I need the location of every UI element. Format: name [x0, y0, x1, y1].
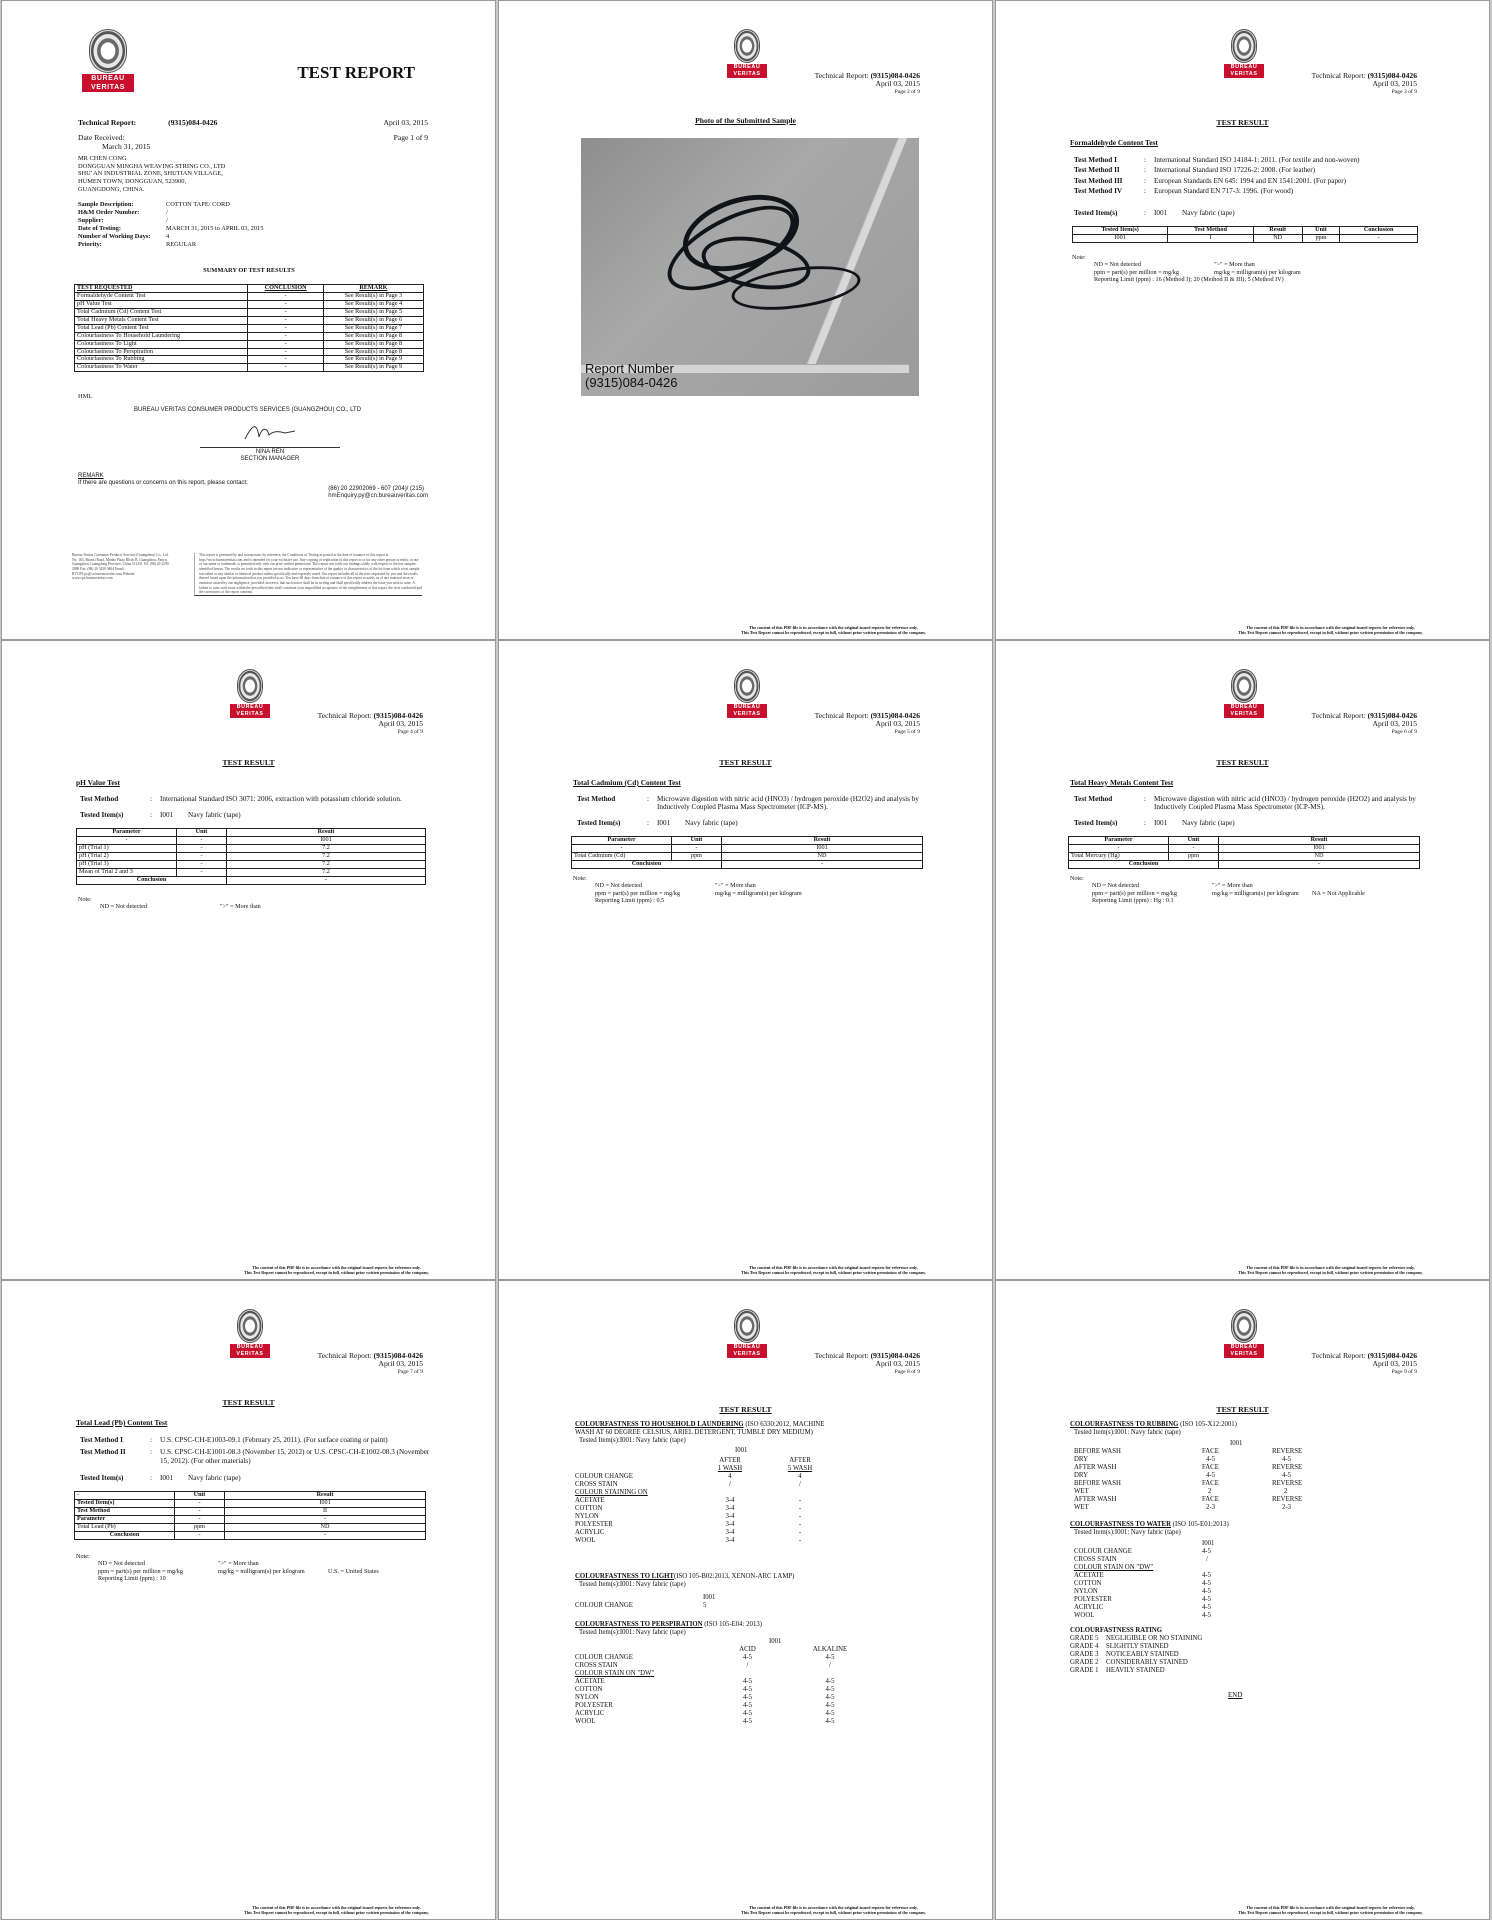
- date-received-value: March 31, 2015: [102, 141, 151, 151]
- page-footer: The content of this PDF file is in accordance with the original issued reports for reference only. This Test Report cannot be reproduced, except in full, without prior written permission of the company.: [741, 1904, 926, 1915]
- remark-text: If there are questions or concerns on this report, please contact:: [78, 480, 248, 487]
- notes: Note: ND = Not detected ">" = More than ppm = part(s) per million = mg/kg mg/kg = milligram(s) per kilogram NA = Not Applicable Reporting Limit (ppm) : Hg : 0.1: [1070, 875, 1365, 904]
- test-result-title: TEST RESULT: [1216, 758, 1269, 767]
- table-row: Formaldehyde Content Test - See Result(s) in Page 3: [75, 292, 424, 300]
- table-row: Colourfastness To Rubbing - See Result(s) in Page 9: [75, 356, 424, 364]
- formaldehyde-table: [1072, 226, 1418, 243]
- section-heading: Total Lead (Pb) Content Test: [76, 1418, 168, 1427]
- page-header: Technical Report: (9315)084-0426 April 03, 2015 Page 5 of 9: [814, 711, 920, 735]
- page-number: Page 1 of 9: [393, 132, 428, 142]
- page-6: [995, 640, 1490, 1280]
- footer-conditions: This report is governed by and incorporates by reference, the Conditions of Testing as posted at the date of issuance of this report at http://www.bureauveritas.com and is intended for your exclusive use. Any copying or replication of this report to or for any other person or entity, or use of our name or trademark, is permitted only with our prior written permission. This report sets forth our findings solely with respect to the test samples identified herein. The results set forth in this report are not indicative or representative of the quality or characteristics of the lot from which a test sample was taken or any similar or identical product unless specifically and expressly noted. Our report includes all of the tests requested by you and the results thereof based upon the information that you provided to us. You have 60 days from date of issuance of this report to notify us of any material error or omission caused by our negligence, provided, however, that such notice shall be in writing and shall specifically address the issue you wish to raise. A failure to raise such issue within the prescribed time shall constitute your unqualified acceptance of the completeness of this report, the tests conducted and the correctness of the report contents.: [194, 553, 422, 596]
- table-row: Colourfastness To Water - See Result(s) in Page 9: [75, 364, 424, 372]
- table-row: Total Cadmium (Cd) ppm ND: [572, 852, 923, 860]
- table-row: Conclusion -: [1069, 860, 1420, 868]
- customer-address: MR CHEN CONG DONGGUAN MINGHA WEAVING STRING CO., LTD SHU' AN INDUSTRIAL ZONE, SHUTIAN VILLAGE, HUMEN TOWN, DONGGUAN, 523900, GUANGDONG, CHINA.: [78, 155, 226, 193]
- page-header: Technical Report: (9315)084-0426 April 03, 2015 Page 4 of 9: [317, 711, 423, 735]
- seal-icon: [89, 29, 127, 73]
- cadmium-table: [571, 836, 923, 869]
- seal-icon: [1231, 1309, 1257, 1343]
- test-methods: Test Method I : U.S. CPSC-CH-E1003-09.1 (February 25, 2011). (For surface coating or paint) Test Method II : U.S. CPSC-CH-E1001-08.3 (November 15, 2012) or U.S. CPSC-CH-E1002-08.3 (November 15, 2012). (For other materials): [80, 1436, 430, 1465]
- photo-report-number: Report Number (9315)084-0426: [585, 361, 678, 390]
- sample-fields: Sample Description: COTTON TAPE/ CORD H&M Order Number: / Supplier: / Date of Testing: MARCH 31, 2015 to APRIL 03, 2015 Number of Working Days: 4 Priority: REGULAR: [78, 201, 264, 249]
- section-heading: COLOURFASTNESS TO RUBBING: [1070, 1421, 1179, 1428]
- page-footer: The content of this PDF file is in accordance with the original issued reports for reference only. This Test Report cannot be reproduced, except in full, without prior written permission of the company.: [1238, 1264, 1423, 1275]
- table-row: Test Method - II: [75, 1507, 426, 1515]
- table-row: Tested Item(s) Test Method Result Unit Conclusion: [1073, 227, 1418, 235]
- heavy-metals-table: [1068, 836, 1420, 869]
- seal-icon: [1231, 29, 1257, 63]
- table-row: I001 I ND ppm -: [1073, 234, 1418, 242]
- ph-table: [76, 828, 426, 885]
- bureau-veritas-logo: BUREAU VERITAS: [230, 669, 270, 718]
- page-1: [1, 0, 496, 640]
- footer-legal: [72, 553, 422, 596]
- table-row: Total Heavy Metals Content Test - See Result(s) in Page 6: [75, 316, 424, 324]
- section-heading: COLOURFASTNESS TO HOUSEHOLD LAUNDERING: [575, 1421, 744, 1428]
- table-row: Parameter Unit Result: [1069, 837, 1420, 845]
- section-heading: COLOURFASTNESS TO LIGHT: [575, 1573, 674, 1580]
- summary-title: SUMMARY OF TEST RESULTS: [203, 267, 295, 274]
- seal-icon: [734, 29, 760, 63]
- table-row: Parameter - -: [75, 1515, 426, 1523]
- company-name: BUREAU VERITAS CONSUMER PRODUCTS SERVICES (GUANGZHOU) CO., LTD: [134, 407, 362, 413]
- seal-icon: [1231, 669, 1257, 703]
- laundering-section: COLOURFASTNESS TO HOUSEHOLD LAUNDERING (ISO 6330:2012, MACHINE WASH AT 60 DEGREE CELSIUS, ARIEL DETERGENT, TUMBLE DRY MEDIUM) Tested Item(s):I001: Navy fabric (tape) I001 AFTER 1 WASH AFTER 5 WASH COLOUR CHANGE 4 4 CROSS STAIN / / COLOUR STAINING ON ACETATE 3-4 - COTTON 3-4 - NYLON 3-4 - POLYESTER 3-4 - ACRYLIC 3-4 - WOOL 3-4 -: [575, 1421, 825, 1545]
- seal-icon: [237, 1309, 263, 1343]
- remark-label: REMARK: [78, 473, 104, 479]
- tech-report-value: (9315)084-0426: [168, 118, 218, 127]
- perspiration-section: COLOURFASTNESS TO PERSPIRATION (ISO 105-E04: 2013) Tested Item(s):I001: Navy fabric (tape) I001 ACID ALKALINE COLOUR CHANGE 4-5 4-5 CROSS STAIN / / COLOUR STAIN ON "DW" ACETATE 4-5 4-5 COTTON 4-5 4-5 NYLON 4-5 4-5 POLYESTER 4-5 4-5 ACRYLIC 4-5 4-5 WOOL 4-5 4-5: [575, 1621, 848, 1726]
- notes: Note: ND = Not detected ">" = More than ppm = part(s) per million = mg/kg mg/kg = milligram(s) per kilogram Reporting Limit (ppm) : 0.5: [573, 875, 802, 904]
- table-row: pH Value Test - See Result(s) in Page 4: [75, 300, 424, 308]
- page-9: [995, 1280, 1490, 1920]
- bureau-veritas-logo: BUREAU VERITAS: [82, 29, 134, 92]
- page-header: Technical Report: (9315)084-0426 April 03, 2015 Page 8 of 9: [814, 1351, 920, 1375]
- date-received-label: Date Received:: [78, 132, 125, 142]
- table-row: Tested Item(s) - I001: [75, 1499, 426, 1507]
- table-row: Colourfastness To Perspiration - See Result(s) in Page 8: [75, 348, 424, 356]
- page-header: Technical Report: (9315)084-0426 April 03, 2015 Page 9 of 9: [1311, 1351, 1417, 1375]
- section-heading: Total Heavy Metals Content Test: [1070, 778, 1174, 787]
- table-row: Parameter Unit Result: [572, 837, 923, 845]
- tested-item: Tested Item(s) : I001 Navy fabric (tape): [80, 811, 241, 819]
- tech-report-label: Technical Report:: [78, 118, 137, 127]
- table-row: Total Cadmium (Cd) Content Test - See Result(s) in Page 5: [75, 308, 424, 316]
- contact-phone: (86) 20 22902069 - 607 (204)/ (215): [328, 486, 425, 493]
- contact-email[interactable]: hmEnquiry.py@cn.bureauveritas.com: [328, 493, 428, 500]
- section-heading: pH Value Test: [76, 778, 120, 787]
- summary-table: [74, 284, 424, 372]
- page-footer: The content of this PDF file is in accordance with the original issued reports for reference only. This Test Report cannot be reproduced, except in full, without prior written permission of the company.: [1238, 1904, 1423, 1915]
- remark-section: [78, 473, 428, 500]
- test-result-title: TEST RESULT: [1216, 118, 1269, 127]
- water-section: COLOURFASTNESS TO WATER (ISO 105-E01:2013) Tested Item(s):I001: Navy fabric (tape) I001 COLOUR CHANGE 4-5 CROSS STAIN / COLOUR STAIN ON "DW" ACETATE 4-5 COTTON 4-5 NYLON 4-5 POLYESTER 4-5 ACRYLIC 4-5 WOOL 4-5: [1070, 1521, 1229, 1620]
- section-heading: Total Cadmium (Cd) Content Test: [573, 778, 681, 787]
- notes: Note: ND = Not detected ">" = More than ppm = part(s) per million = mg/kg mg/kg = milligram(s) per kilogram U.S. = United States Reporting Limit (ppm) : 10: [76, 1553, 379, 1582]
- bureau-veritas-logo: BUREAU VERITAS: [727, 29, 767, 78]
- page-header: Technical Report: (9315)084-0426 April 03, 2015 Page 7 of 9: [317, 1351, 423, 1375]
- table-row: Mean of Trial 2 and 3 - 7.2: [77, 868, 426, 876]
- test-result-title: TEST RESULT: [1216, 1405, 1269, 1414]
- table-row: Conclusion - -: [75, 1531, 426, 1539]
- page-7: [1, 1280, 496, 1920]
- page-3: [995, 0, 1490, 640]
- page-footer: The content of this PDF file is in accordance with the original issued reports for reference only. This Test Report cannot be reproduced, except in full, without prior written permission of the company.: [1238, 624, 1423, 635]
- bureau-veritas-logo: BUREAU VERITAS: [727, 669, 767, 718]
- hml-label: HML: [78, 393, 93, 400]
- photo-title: Photo of the Submitted Sample: [695, 116, 796, 125]
- table-row: Conclusion -: [572, 860, 923, 868]
- light-section: COLOURFASTNESS TO LIGHT(ISO 105-B02:2013, XENON-ARC LAMP) Tested Item(s):I001: Navy fabric (tape) I001 COLOUR CHANGE 5: [575, 1573, 795, 1610]
- table-row: Colourfastness To Light - See Result(s) in Page 8: [75, 340, 424, 348]
- page-5: [498, 640, 993, 1280]
- sample-photo: [581, 138, 919, 396]
- table-row: pH (Trial 2) - 7.2: [77, 852, 426, 860]
- signer-title: SECTION MANAGER: [240, 456, 300, 463]
- table-row: Conclusion -: [77, 876, 426, 884]
- table-row: Parameter Unit Result: [77, 829, 426, 837]
- section-heading: Formaldehyde Content Test: [1070, 138, 1158, 147]
- test-result-title: TEST RESULT: [719, 758, 772, 767]
- page-footer: The content of this PDF file is in accordance with the original issued reports for reference only. This Test Report cannot be reproduced, except in full, without prior written permission of the company.: [741, 1264, 926, 1275]
- footer-address: Bureau Veritas Consumer Products Services (Guangzhou) Co., Ltd. No. 163, Shunxi Road, Mudao Plaza Block B, Guangzhou, Panyu, Guangzhou, Guangdong Province, China 511431 Tel: (86) 20 2290 2088 Fax: (86) 20 3450 9404 Email: BVCPS.py@cn.bureauveritas.com Website: www.cps.bureauveritas.com: [72, 553, 169, 581]
- bureau-veritas-logo: BUREAU VERITAS: [727, 1309, 767, 1358]
- tested-item: Tested Item(s) : I001 Navy fabric (tape): [1074, 209, 1235, 217]
- test-method: Test Method : International Standard ISO 3071: 2006, extraction with potassium chloride solution.: [80, 795, 402, 803]
- test-method: Test Method : Microwave digestion with nitric acid (HNO3) / hydrogen peroxide (H2O2) and analysis by Inductively Coupled Plasma Mass Spectrometer (ICP-MS).: [1074, 795, 1416, 812]
- notes: Note: ND = Not detected ">" = More than: [78, 896, 261, 911]
- tested-item: Tested Item(s) : I001 Navy fabric (tape): [80, 1474, 241, 1482]
- section-heading: COLOURFASTNESS RATING: [1070, 1627, 1163, 1634]
- lead-table: [74, 1491, 426, 1540]
- table-row: Total Mercury (Hg) ppm ND: [1069, 852, 1420, 860]
- test-result-title: TEST RESULT: [222, 1398, 275, 1407]
- seal-icon: [734, 669, 760, 703]
- table-row: pH (Trial 1) - 7.2: [77, 844, 426, 852]
- report-meta: [78, 119, 428, 152]
- page-header: Technical Report: (9315)084-0426 April 03, 2015 Page 6 of 9: [1311, 711, 1417, 735]
- test-result-title: TEST RESULT: [222, 758, 275, 767]
- table-row: - - I001: [572, 844, 923, 852]
- page-footer: The content of this PDF file is in accordance with the original issued reports for reference only. This Test Report cannot be reproduced, except in full, without prior written permission of the company.: [741, 624, 926, 635]
- test-methods: Test Method I : International Standard ISO 14184-1: 2011. (For textile and non-woven) Test Method II : International Standard ISO 17226-2: 2008. (For leather) Test Method III : European Standards EN 645: 1994 and EN 1541:2001. (For paper) Test Method IV : European Standard EN 717-3: 1996. (For wood): [1074, 156, 1360, 196]
- page-2: [498, 0, 993, 640]
- table-row: pH (Trial 3) - 7.2: [77, 860, 426, 868]
- page-header: Technical Report: (9315)084-0426 April 03, 2015 Page 2 of 9: [814, 71, 920, 95]
- signer-name: NINA REN: [200, 447, 340, 456]
- bureau-veritas-logo: BUREAU VERITAS: [230, 1309, 270, 1358]
- signature-icon: [235, 419, 305, 445]
- rubbing-section: COLOURFASTNESS TO RUBBING (ISO 105-X12:2001) Tested Item(s):I001: Navy fabric (tape) I001 BEFORE WASH FACE REVERSE DRY 4-5 4-5 AFTER WASH FACE REVERSE DRY 4-5 4-5 BEFORE WASH FACE REVERSE WET 2 2 AFTER WASH FACE REVERSE WET 2-3 2-3: [1070, 1421, 1303, 1512]
- test-method: Test Method : Microwave digestion with nitric acid (HNO3) / hydrogen peroxide (H2O2) and analysis by Inductively Coupled Plasma Mass Spectrometer (ICP-MS).: [577, 795, 919, 812]
- page-header: Technical Report: (9315)084-0426 April 03, 2015 Page 3 of 9: [1311, 71, 1417, 95]
- table-row: TEST REQUESTED CONCLUSION REMARK: [75, 285, 424, 293]
- report-date: April 03, 2015: [383, 118, 428, 127]
- end-marker: END: [1228, 1691, 1243, 1699]
- ruler-icon: [804, 138, 907, 370]
- notes: Note: ND = Not detected ">" = More than ppm = part(s) per million = mg/kg mg/kg = milligram(s) per kilogram Reporting Limit (ppm) : 16 (Method I); 20 (Method II & III); 5 (Method IV): [1072, 254, 1301, 283]
- test-result-title: TEST RESULT: [719, 1405, 772, 1414]
- page-4: [1, 640, 496, 1280]
- signature-block: [200, 419, 340, 463]
- table-row: - Unit Result: [75, 1492, 426, 1500]
- page-footer: The content of this PDF file is in accordance with the original issued reports for reference only. This Test Report cannot be reproduced, except in full, without prior written permission of the company.: [244, 1904, 429, 1915]
- tested-item: Tested Item(s) : I001 Navy fabric (tape): [1074, 819, 1235, 827]
- bureau-veritas-logo: BUREAU VERITAS: [1224, 29, 1264, 78]
- seal-icon: [734, 1309, 760, 1343]
- table-row: - - I001: [77, 836, 426, 844]
- bureau-veritas-logo: BUREAU VERITAS: [1224, 1309, 1264, 1358]
- table-row: Total Lead (Pb) ppm ND: [75, 1523, 426, 1531]
- rating-section: COLOURFASTNESS RATING GRADE 5 NEGLIGIBLE OR NO STAINING GRADE 4 SLIGHTLY STAINED GRADE 3 NOTICEABLY STAINED GRADE 2 CONSIDERABLY STAINED GRADE 1 HEAVILY STAINED: [1070, 1627, 1420, 1675]
- section-heading: COLOURFASTNESS TO WATER: [1070, 1521, 1171, 1528]
- section-heading: COLOURFASTNESS TO PERSPIRATION: [575, 1621, 703, 1628]
- seal-icon: [237, 669, 263, 703]
- table-row: Colourfastness To Household Laundering - See Result(s) in Page 8: [75, 332, 424, 340]
- page-8: [498, 1280, 993, 1920]
- report-title: TEST REPORT: [297, 63, 415, 82]
- table-row: - - I001: [1069, 844, 1420, 852]
- page-footer: The content of this PDF file is in accordance with the original issued reports for reference only. This Test Report cannot be reproduced, except in full, without prior written permission of the company.: [244, 1264, 429, 1275]
- tested-item: Tested Item(s) : I001 Navy fabric (tape): [577, 819, 738, 827]
- bureau-veritas-logo: BUREAU VERITAS: [1224, 669, 1264, 718]
- table-row: Total Lead (Pb) Content Test - See Result(s) in Page 7: [75, 324, 424, 332]
